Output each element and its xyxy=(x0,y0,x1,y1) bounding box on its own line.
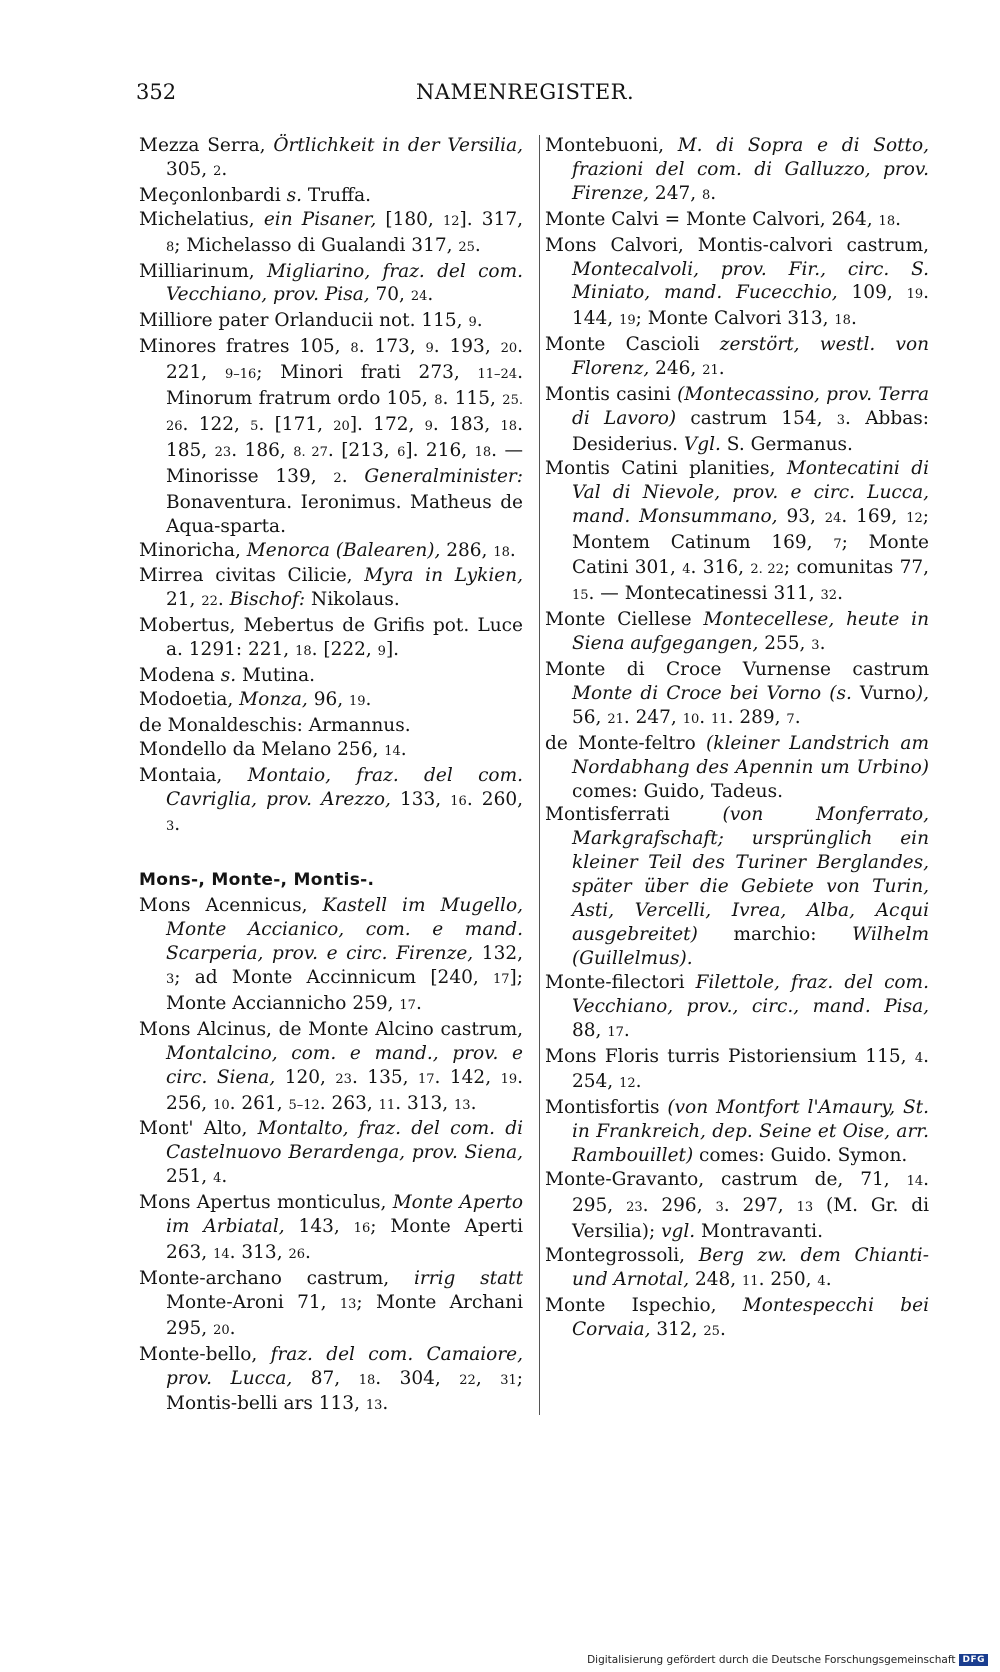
index-entry: Mons Apertus monticulus, Monte Aperto im Arbiatal, 143, 16; Monte Aperti 263, 14. 313, 26. xyxy=(139,1192,524,1263)
index-entry: Montebuoni, M. di Sopra e di Sotto, frazioni del com. di Galluzzo, prov. Firenze, 247, 8. xyxy=(545,135,929,204)
index-entry: Montaia, Montaio, fraz. del com. Cavriglia, prov. Arezzo, 133, 16. 260, 3. xyxy=(139,764,523,836)
index-entry: Mont' Alto, Montalto, fraz. del com. di Castelnuovo Berardenga, prov. Siena, 251, 4. xyxy=(139,1118,523,1188)
index-entry: Montegrossoli, Berg zw. dem Chianti- und Arnotal, 248, 11. 250, 4. xyxy=(545,1244,929,1290)
index-entry: Mons Floris turris Pistoriensium 115, 4. 254, 12. xyxy=(545,1045,929,1093)
index-entry: Mons Alcinus, de Monte Alcino castrum, Montalcino, com. e mand., prov. e circ. Siena, 120, 23. 135, 17. 142, 19. 256, 10. 261, 5–12. 263, 11. 313, 13. xyxy=(139,1018,524,1114)
index-entry: Monte di Croce Vurnense castrum Monte di Croce bei Vorno (s. Vurno), 56, 21. 247, 10. 11. 289, 7. xyxy=(545,659,929,728)
index-entry: Monte Calvi = Monte Calvori, 264, 18. xyxy=(545,208,901,230)
index-entry: Monte Ciellese Montecellese, heute in Siena aufgegangen, 255, 3. xyxy=(545,609,929,655)
section-heading: Mons-, Monte-, Montis-. xyxy=(139,870,375,891)
index-entry: Mobertus, Mebertus de Grifis pot. Luce a. 1291: 221, 18. [222, 9]. xyxy=(139,615,523,661)
index-entry: de Monaldeschis: Armannus. xyxy=(139,714,411,736)
index-entry: Monte-Gravanto, castrum de, 71, 14. 295, 23. 296, 3. 297, 13 (M. Gr. di Versilia); vgl. Montravanti. xyxy=(545,1169,929,1242)
column-divider xyxy=(539,135,540,1415)
index-entry: Meçonlonbardi s. Truffa. xyxy=(139,184,372,206)
index-entry: Montisfortis (von Montfort l'Amaury, St. in Frankreich, dep. Seine et Oise, arr. Rambouillet) comes: Guido. Symon. xyxy=(545,1097,929,1167)
right-column xyxy=(545,134,929,1343)
index-entry: Monte-archano castrum, irrig statt Monte-Aroni 71, 13; Monte Archani 295, 20. xyxy=(139,1267,524,1339)
page-header xyxy=(136,80,936,110)
index-entry: Modena s. Mutina. xyxy=(139,665,315,687)
index-entry: Montis Catini planities, Montecatini di Val di Nievole, prov. e circ. Lucca, mand. Monsummano, 93, 24. 169, 12; Montem Catinum 169, 7; Monte Catini 301, 4. 316, 2. 22; comunitas 77, 15. — Montecatinessi 311, 32. xyxy=(545,457,929,605)
page-number: 352 xyxy=(136,80,177,104)
index-entry: Monte Ispechio, Montespecchi bei Corvaia, 312, 25. xyxy=(545,1294,929,1340)
index-entry: Mezza Serra, Örtlichkeit in der Versilia, 305, 2. xyxy=(139,135,523,180)
index-entry: Modoetia, Monza, 96, 19. xyxy=(139,688,372,710)
footer xyxy=(587,1654,988,1666)
index-entry: Milliore pater Orlanducii not. 115, 9. xyxy=(139,310,483,332)
index-entry: Mons Calvori, Montis-calvori castrum, Montecalvoli, prov. Fir., circ. S. Miniato, mand. Fucecchio, 109, 19. 144, 19; Monte Calvori 313, 18. xyxy=(545,234,930,330)
left-entries-b xyxy=(139,894,523,1418)
index-entry: Milliarinum, Migliarino, fraz. del com. Vecchiano, prov. Pisa, 70, 24. xyxy=(139,260,523,306)
index-entry: Monte-filectori Filettole, fraz. del com. Vecchiano, prov., circ., mand. Pisa, 88, 17. xyxy=(545,971,929,1041)
index-entry: Mondello da Melano 256, 14. xyxy=(139,738,407,760)
index-entry: Monte-bello, fraz. del com. Camaiore, prov. Lucca, 87, 18. 304, 22, 31; Montis-belli ars 113, 13. xyxy=(139,1343,523,1415)
index-entry: Montisferrati (von Monferrato, Markgrafschaft; ursprünglich ein kleiner Teil des Turiner Berglandes, später über die Gebiete von Turin, Asti, Vercelli, Ivrea, Alba, Acqui ausgebreitet) marchio: Wilhelm (Guillelmus). xyxy=(545,804,929,969)
left-column xyxy=(139,134,523,1418)
index-entry: Montis casini (Montecassino, prov. Terra di Lavoro) castrum 154, 3. Abbas: Desiderius. Vgl. S. Germanus. xyxy=(545,384,929,455)
dfg-logo: DFG xyxy=(959,1654,988,1666)
left-entries-a xyxy=(139,134,523,839)
footer-text: Digitalisierung gefördert durch die Deutsche Forschungsgemeinschaft xyxy=(587,1654,956,1666)
right-entries xyxy=(545,134,929,1343)
index-entry: Minores fratres 105, 8. 173, 9. 193, 20. 221, 9–16; Minori frati 273, 11–24. Minorum fratrum ordo 105, 8. 115, 25. 26. 122, 5. [171, 20]. 172, 9. 183, 18. 185, 23. 186, 8. 27. [213, 6]. 216, 18. — Minorisse 139, 2. Generalminister: Bonaventura. Ieronimus. Matheus de Aqua-sparta. xyxy=(139,336,523,537)
index-entry: Mirrea civitas Cilicie, Myra in Lykien, 21, 22. Bischof: Nikolaus. xyxy=(139,565,523,611)
index-entry: Minoricha, Menorca (Balearen), 286, 18. xyxy=(139,539,516,561)
running-head: NAMENREGISTER. xyxy=(416,80,635,104)
index-entry: Michelatius, ein Pisaner, [180, 12]. 317, 8; Michelasso di Gualandi 317, 25. xyxy=(139,208,523,256)
index-entry: de Monte-feltro (kleiner Landstrich am Nordabhang des Apennin um Urbino) comes: Guido, Tadeus. xyxy=(545,732,929,802)
index-entry: Monte Cascioli zerstört, westl. von Florenz, 246, 21. xyxy=(545,334,929,380)
index-entry: Mons Acennicus, Kastell im Mugello, Monte Accianico, com. e mand. Scarperia, prov. e circ. Firenze, 132, 3; ad Monte Accinnicum [240, 17]; Monte Acciannicho 259, 17. xyxy=(139,895,524,1014)
